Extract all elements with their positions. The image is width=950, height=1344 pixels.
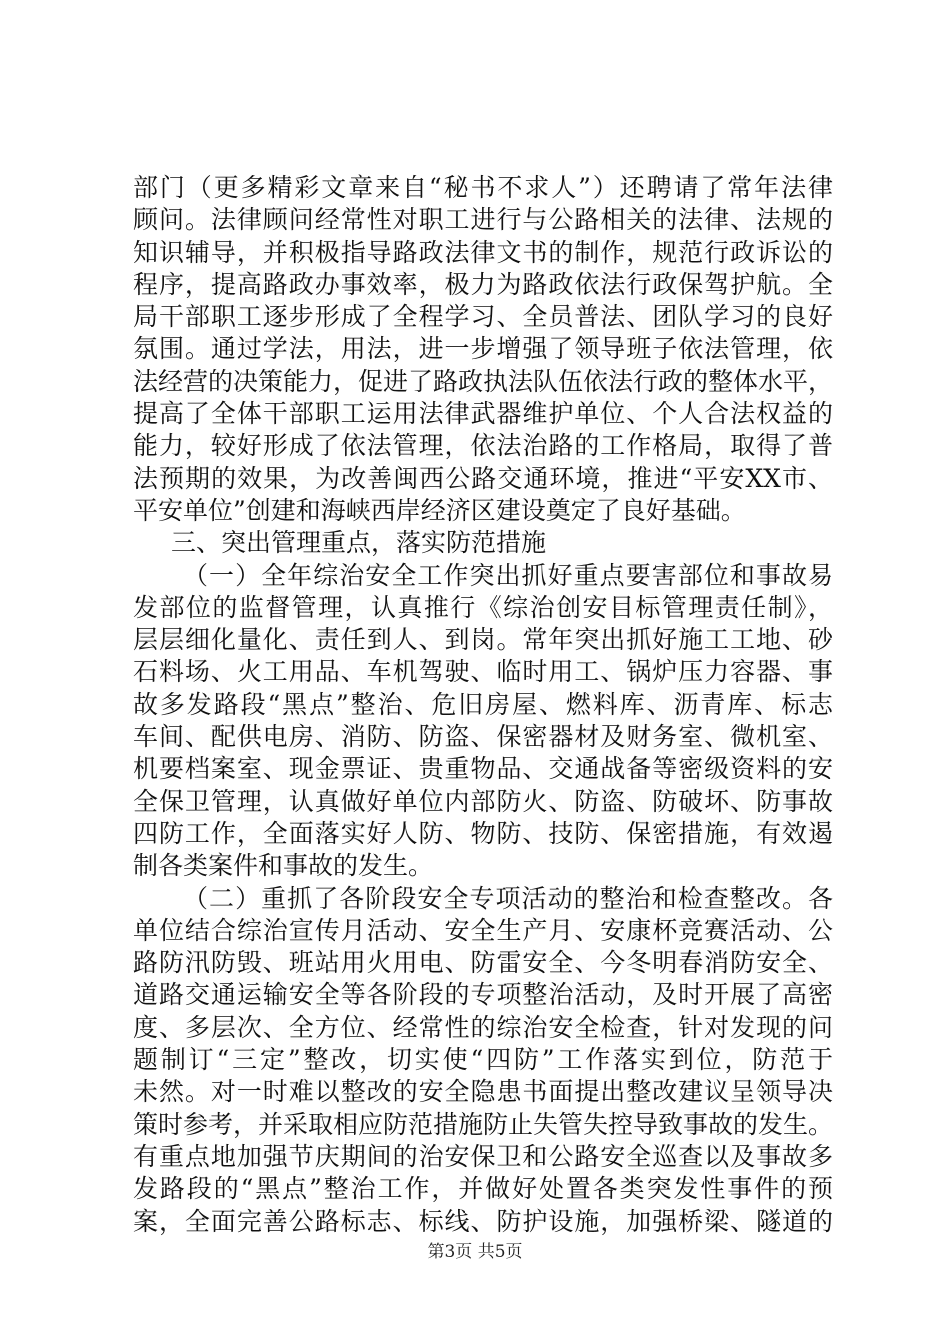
text-line: 发路段的“黑点”整治工作，并做好处置各类突发性事件的预 xyxy=(133,1174,833,1204)
text-line: 提高了全体干部职工运用法律武器维护单位、个人合法权益的 xyxy=(133,399,833,429)
text-line: （一）全年综治安全工作突出抓好重点要害部位和事故易 xyxy=(183,560,833,590)
text-line: 策时参考，并采取相应防范措施防止失管失控导致事故的发生。 xyxy=(133,1109,834,1139)
text-line: 程序，提高路政办事效率，极力为路政依法行政保驾护航。全 xyxy=(133,269,833,299)
text-line: 机要档案室、现金票证、贵重物品、交通战备等密级资料的安 xyxy=(133,754,833,784)
text-line: 单位结合综治宣传月活动、安全生产月、安康杯竞赛活动、公 xyxy=(133,915,833,945)
page-number-footer: 第3页 共5页 xyxy=(427,1242,523,1262)
text-line: 度、多层次、全方位、经常性的综治安全检查，针对发现的问 xyxy=(133,1012,833,1042)
text-line: 平安单位”创建和海峡西岸经济区建设奠定了良好基础。 xyxy=(133,495,746,525)
text-line: 局干部职工逐步形成了全程学习、全员普法、团队学习的良好 xyxy=(133,302,833,332)
text-line: （二）重抓了各阶段安全专项活动的整治和检查整改。各 xyxy=(183,883,833,913)
paragraph-1 xyxy=(133,172,833,527)
text-line: 故多发路段“黑点”整治、危旧房屋、燃料库、沥青库、标志 xyxy=(133,689,833,719)
section-heading: 三、突出管理重点，落实防范措施 xyxy=(171,528,547,558)
text-line: 道路交通运输安全等各阶段的专项整治活动，及时开展了高密 xyxy=(133,980,833,1010)
text-line: 路防汛防毁、班站用火用电、防雷安全、今冬明春消防安全、 xyxy=(133,948,833,978)
text-line: 法经营的决策能力，促进了路政执法队伍依法行政的整体水平， xyxy=(133,366,834,396)
text-line: 全保卫管理，认真做好单位内部防火、防盗、防破坏、防事故 xyxy=(133,786,833,816)
text-line: 制各类案件和事故的发生。 xyxy=(133,851,434,881)
text-line: 顾问。法律顾问经常性对职工进行与公路相关的法律、法规的 xyxy=(133,205,833,235)
paragraph-2 xyxy=(133,560,833,883)
text-line: 层层细化量化、责任到人、到岗。常年突出抓好施工工地、砂 xyxy=(133,625,833,655)
body-text xyxy=(133,172,833,1238)
text-line: 未然。对一时难以整改的安全隐患书面提出整改建议呈领导决 xyxy=(133,1077,833,1107)
text-line: 石料场、火工用品、车机驾驶、临时用工、锅炉压力容器、事 xyxy=(133,657,833,687)
text-line: 题制订“三定”整改，切实使“四防”工作落实到位，防范于 xyxy=(133,1045,833,1075)
text-line: 车间、配供电房、消防、防盗、保密器材及财务室、微机室、 xyxy=(133,722,833,752)
text-line: 氛围。通过学法，用法，进一步增强了领导班子依法管理，依 xyxy=(133,334,833,364)
text-line: 有重点地加强节庆期间的治安保卫和公路安全巡查以及事故多 xyxy=(133,1141,833,1171)
text-line: 四防工作，全面落实好人防、物防、技防、保密措施，有效遏 xyxy=(133,818,833,848)
text-line: 部门（更多精彩文章来自“秘书不求人”）还聘请了常年法律 xyxy=(133,173,833,202)
text-line: 能力，较好形成了依法管理，依法治路的工作格局，取得了普 xyxy=(133,431,833,461)
text-line: 法预期的效果，为改善闽西公路交通环境，推进“平安XX市、 xyxy=(133,463,833,493)
text-line: 知识辅导，并积极指导路政法律文书的制作，规范行政诉讼的 xyxy=(133,237,833,267)
text-line: 案，全面完善公路标志、标线、防护设施，加强桥梁、隧道的 xyxy=(133,1206,833,1236)
paragraph-3 xyxy=(133,883,833,1238)
text-line: 发部位的监督管理，认真推行《综治创安目标管理责任制》， xyxy=(133,592,833,622)
